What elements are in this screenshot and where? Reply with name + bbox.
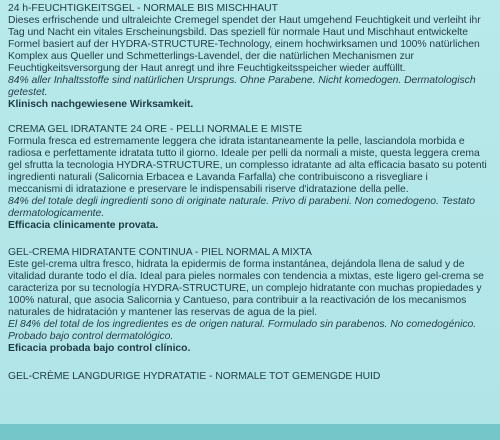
body-line: Dieses erfrischende und ultraleichte Cremegel spendet der Haut umgehend Feuchtigkeit und verleiht ihr [8,15,481,26]
note-line: 84% aller Inhaltsstoffe sind natürlichen Ursprungs. Ohne Parabene. Nicht komedogen. Dermatologisch [8,75,476,86]
section-italian [8,124,496,232]
note-line: getestet. [8,87,48,98]
body-line: caracteriza por su tecnología HYDRA-STRUCTURE, un complejo hidratante con muchas propiedades y [8,283,482,294]
body-line: ingredienti naturali (Salicornia Erbacea e Lavanda Farfalla) che contribuiscono a risvegliare i [8,172,428,183]
body-line: 100% natural, que asocia Salicornia y Cantueso, para contribuir a la reactivación de los mecanismos [8,295,467,306]
note-line: dermatologicamente. [8,208,105,219]
body-line: meccanismi di idratazione e preservare le indispensabili riserve d'idratazione della pelle. [8,184,409,195]
section-heading: GEL-CREMA HIDRATANTE CONTINUA - PIEL NORMAL A MIXTA [8,247,312,258]
section-dutch [8,371,496,383]
efficacy-claim: Efficacia clinicamente provata. [8,220,159,231]
body-line: Este gel-crema ultra fresco, hidrata la epidermis de forma instantánea, dejándola llena de salud y de [8,259,465,270]
body-line: Komplex aus Queller und Schmetterlings-Lavendel, der die natürlichen Mechanismen zur [8,51,414,62]
body-line: Formel basiert auf der HYDRA-STRUCTURE-Technology, einem hochwirksamen und 100% natürlichen [8,39,480,50]
body-line: Feuchtigkeitsversorgung der Haut anregt und ihre Feuchtigkeitsspeicher wieder auffüllt. [8,63,406,74]
body-line: Formula fresca ed estremamente leggera che idrata istantaneamente la pelle, lasciandola morbida e [8,136,465,147]
body-line: gel sfrutta la tecnologia HYDRA-STRUCTURE, un complesso idratante ad alta efficacia basato su potenti [8,160,487,171]
body-line: radiosa e perfettamente idratata tutto il giorno. Ideale per pelli da normali a miste, questa leggera crema [8,148,480,159]
section-german [8,3,496,111]
body-line: Tag und Nacht ein vitales Erscheinungsbild. Das speziell für normale Haut und Mischhaut entwickelte [8,27,468,38]
note-line: 84% del totale degli ingredienti sono di originate naturale. Privo di parabeni. Non comedogeno. Testato [8,196,475,207]
bottom-color-band [0,424,500,440]
body-line: vitalidad durante todo el día. Ideal para pieles normales con tendencia a mixtas, este ligero gel-crema se [8,271,484,282]
body-line: naturales de hidratación y mantener las reservas de agua de la piel. [8,307,318,318]
section-heading: GEL-CRÈME LANGDURIGE HYDRATATIE - NORMALE TOT GEMENGDE HUID [8,371,381,382]
note-line: Probado bajo control dermatológico. [8,331,174,342]
section-spanish [8,247,496,355]
section-heading: 24 h-FEUCHTIGKEITSGEL - NORMALE BIS MISCHHAUT [8,3,278,14]
efficacy-claim: Klinisch nachgewiesene Wirksamkeit. [8,99,194,110]
section-heading: CREMA GEL IDRATANTE 24 ORE - PELLI NORMALE E MISTE [8,124,303,135]
efficacy-claim: Eficacia probada bajo control clínico. [8,343,191,354]
note-line: El 84% del total de los ingredientes es de origen natural. Formulado sin parabenos. No comedogénico. [8,319,477,330]
